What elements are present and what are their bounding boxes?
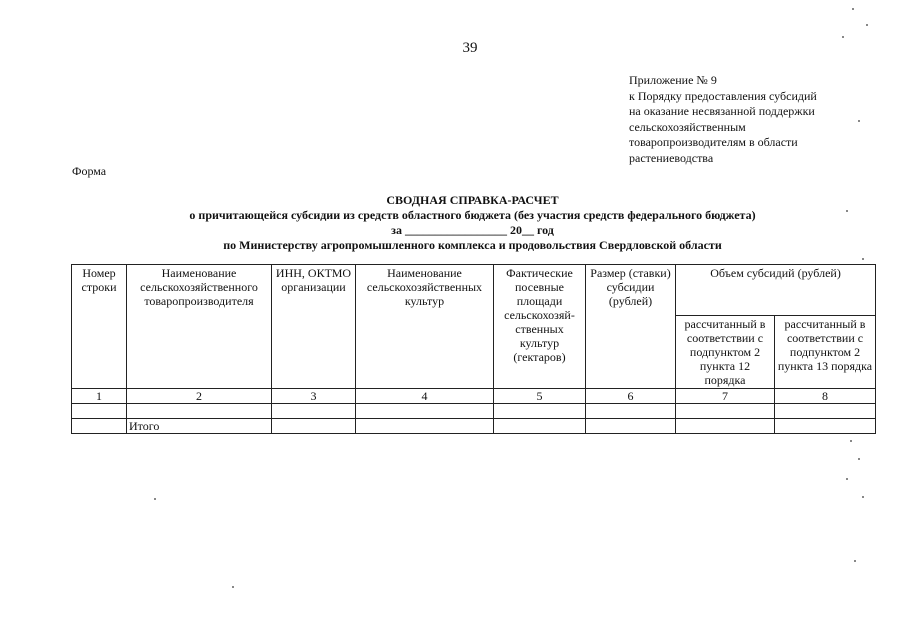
column-number: 7 xyxy=(676,389,775,404)
column-number: 3 xyxy=(272,389,356,404)
scan-speck xyxy=(862,496,864,498)
scan-speck xyxy=(852,8,854,10)
table-cell xyxy=(775,419,876,434)
table-cell xyxy=(586,419,676,434)
scan-speck xyxy=(842,36,844,38)
table-cell xyxy=(272,419,356,434)
header-sown-area: Фактические посевные площади сельскохозяй-ственных культур (гектаров) xyxy=(494,265,586,389)
table-cell xyxy=(72,419,127,434)
header-row-number: Номер строки xyxy=(72,265,127,389)
header-producer-name: Наименование сельскохозяйственного товаропроизводителя xyxy=(127,265,272,389)
column-number: 6 xyxy=(586,389,676,404)
scan-speck xyxy=(232,586,234,588)
column-number: 1 xyxy=(72,389,127,404)
subsidy-table xyxy=(71,264,876,434)
appendix-line: растениеводства xyxy=(629,150,714,165)
scan-speck xyxy=(850,440,852,442)
heading-title: СВОДНАЯ СПРАВКА-РАСЧЕТ xyxy=(386,193,559,207)
table-cell xyxy=(586,404,676,419)
column-number: 4 xyxy=(356,389,494,404)
scan-speck xyxy=(846,478,848,480)
column-number: 8 xyxy=(775,389,876,404)
scan-speck xyxy=(154,498,156,500)
scan-speck xyxy=(858,120,860,122)
table-cell xyxy=(775,404,876,419)
total-row xyxy=(72,419,876,434)
header-subsidy-volume: Объем субсидий (рублей) xyxy=(676,265,876,316)
scan-speck xyxy=(866,24,868,26)
appendix-line: к Порядку предоставления субсидий xyxy=(629,88,817,103)
heading-period: за _________________ 20__ год xyxy=(391,223,554,237)
table-cell xyxy=(676,404,775,419)
heading-subtitle: о причитающейся субсидии из средств областного бюджета (без участия средств федерального бюджета) xyxy=(189,208,756,222)
appendix-line: Приложение № 9 xyxy=(629,73,717,87)
form-label: Форма xyxy=(72,164,107,178)
table-cell xyxy=(356,419,494,434)
table-cell xyxy=(272,404,356,419)
header-inn-oktmo: ИНН, ОКТМО организации xyxy=(272,265,356,389)
column-number: 2 xyxy=(127,389,272,404)
total-label: Итого xyxy=(127,419,272,434)
scan-speck xyxy=(854,560,856,562)
appendix-line: сельскохозяйственным xyxy=(629,119,746,134)
heading-ministry: по Министерству агропромышленного комплекса и продовольствия Свердловской области xyxy=(223,238,722,252)
header-rate: Размер (ставки) субсидии (рублей) xyxy=(586,265,676,389)
document-heading xyxy=(0,193,905,253)
header-calc-item-12: рассчитанный в соответствии с подпунктом 2 пункта 12 порядка xyxy=(676,316,775,389)
table-cell xyxy=(494,404,586,419)
scan-speck xyxy=(862,258,864,260)
appendix-block xyxy=(629,73,869,166)
table-cell xyxy=(676,419,775,434)
column-number: 5 xyxy=(494,389,586,404)
table-cell xyxy=(127,404,272,419)
scan-speck xyxy=(846,210,848,212)
appendix-line: товаропроизводителям в области xyxy=(629,135,798,149)
header-crop-name: Наименование сельскохозяйственных культур xyxy=(356,265,494,389)
table-row xyxy=(72,404,876,419)
table-cell xyxy=(72,404,127,419)
page-number: 39 xyxy=(462,40,478,56)
header-calc-item-13: рассчитанный в соответствии с подпунктом 2 пункта 13 порядка xyxy=(775,316,876,389)
table-cell xyxy=(494,419,586,434)
scan-speck xyxy=(858,458,860,460)
appendix-line: на оказание несвязанной поддержки xyxy=(629,104,815,118)
table-cell xyxy=(356,404,494,419)
